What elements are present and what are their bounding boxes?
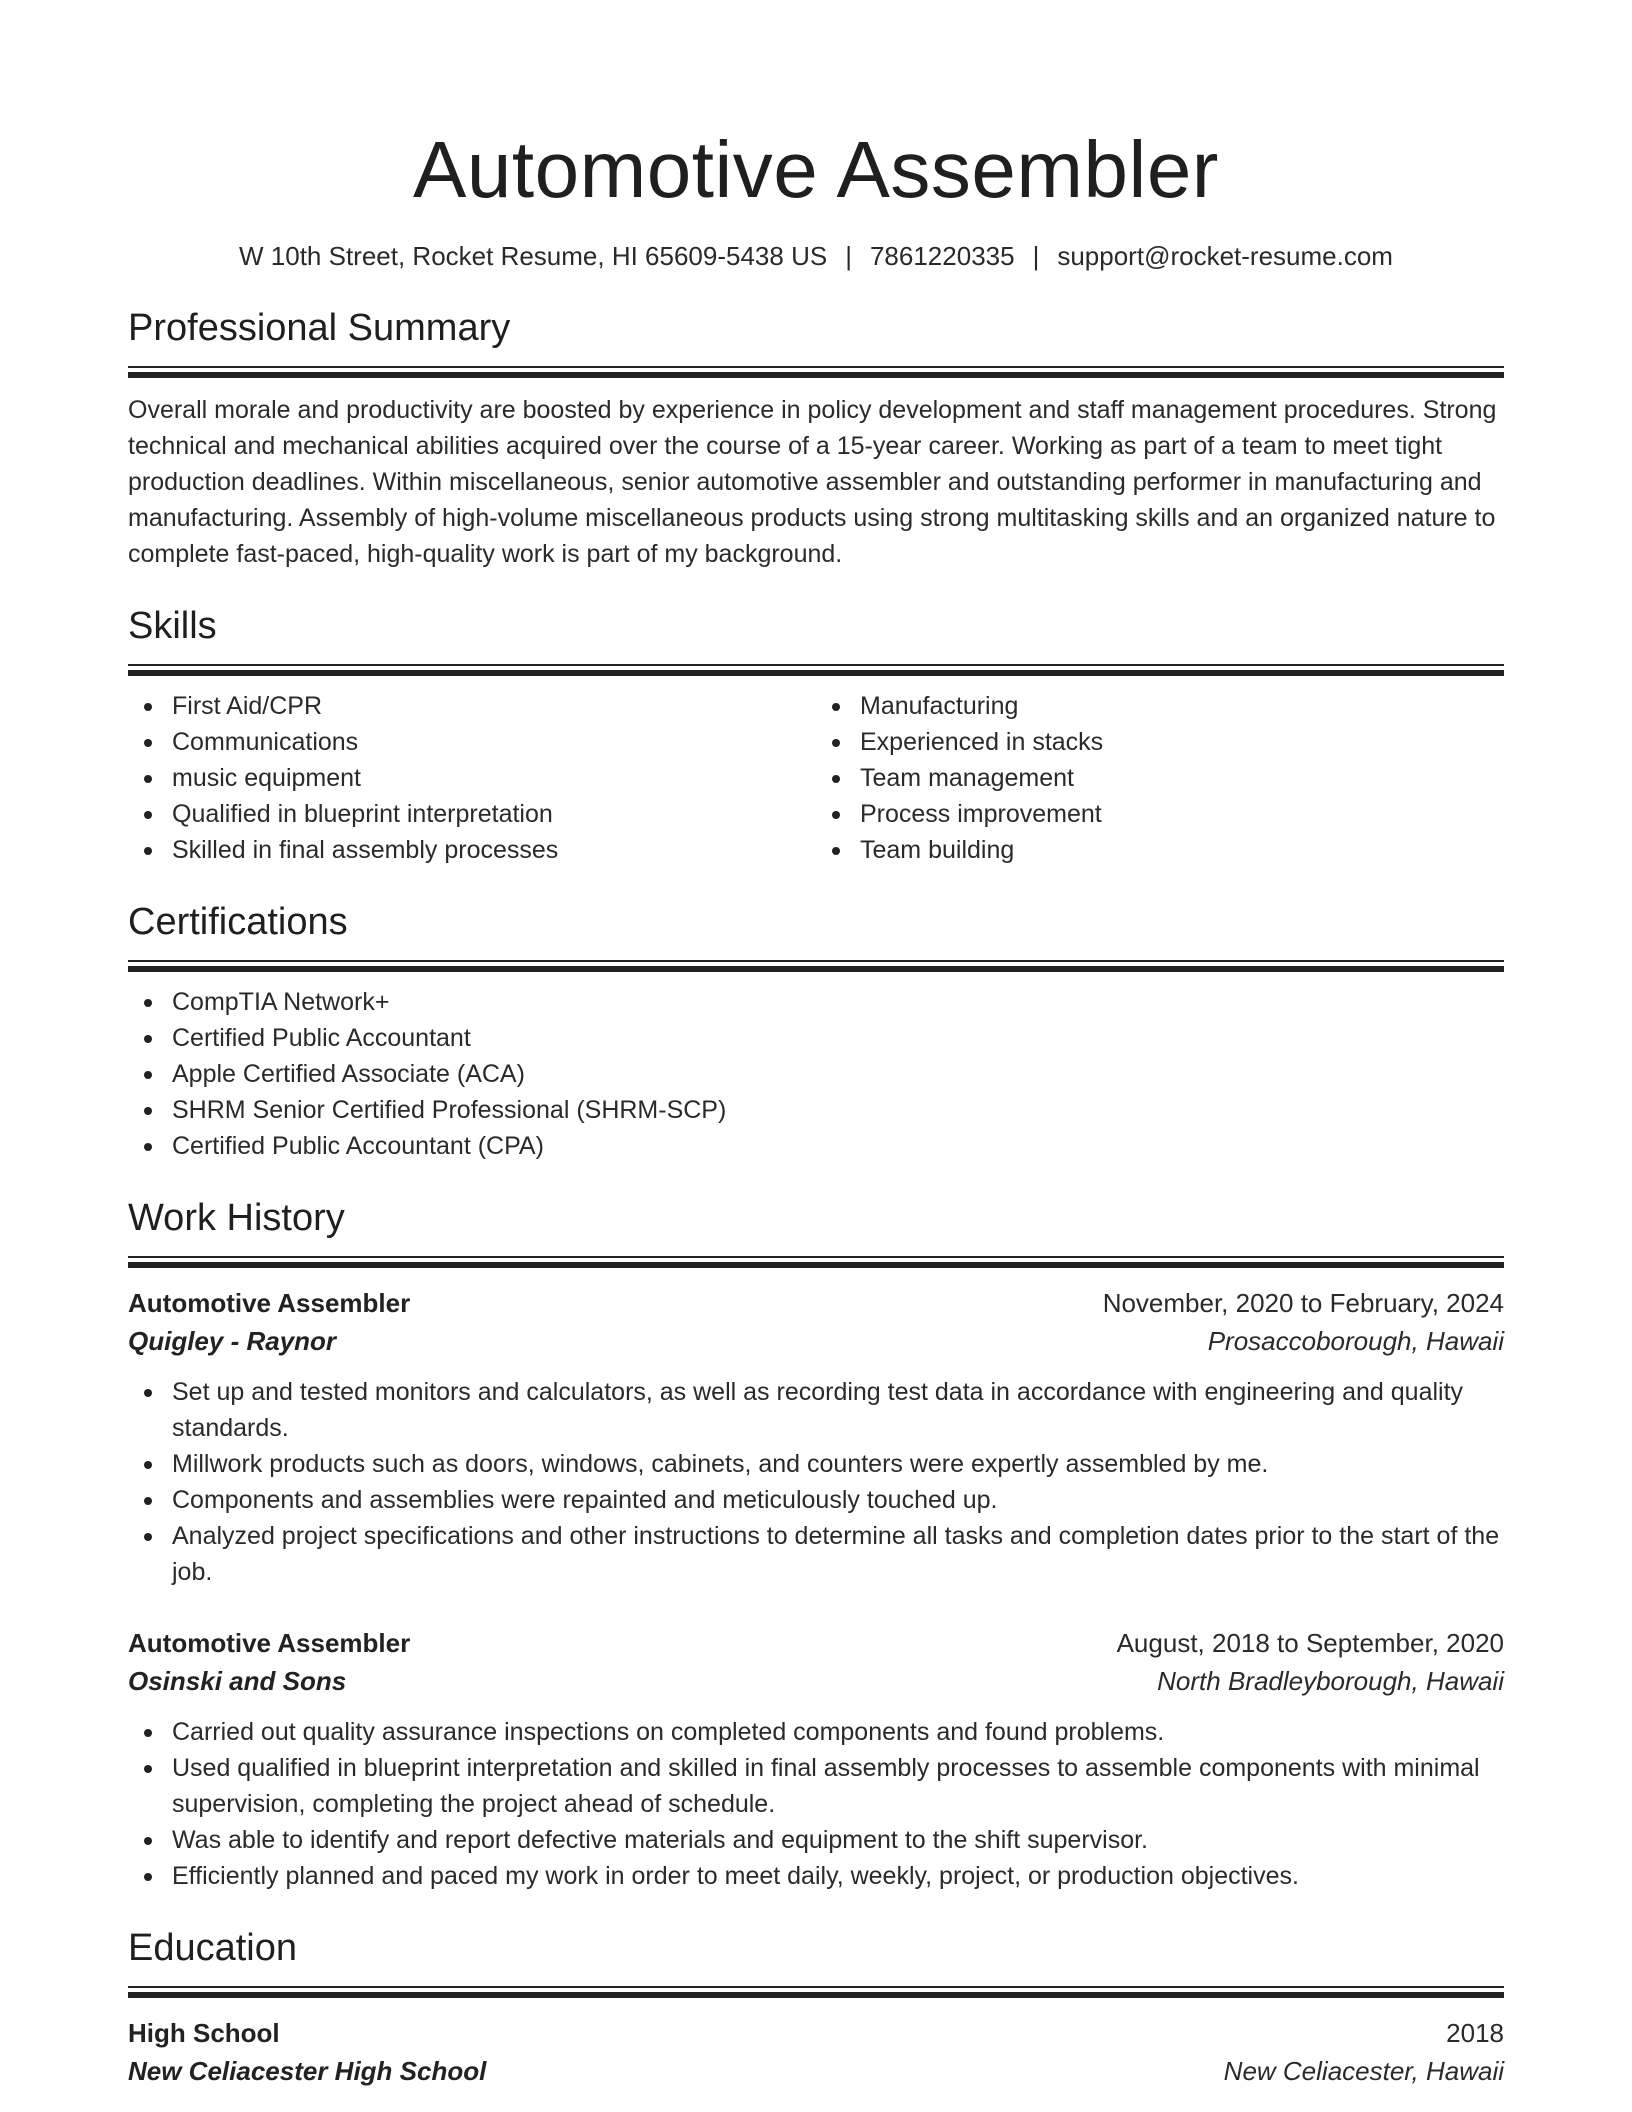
contact-email: support@rocket-resume.com	[1057, 241, 1393, 271]
job-bullet: Efficiently planned and paced my work in order to meet daily, weekly, project, or production objectives.	[128, 1858, 1504, 1894]
contact-separator: |	[845, 241, 852, 271]
job-company: Quigley - Raynor	[128, 1326, 337, 1356]
job-header-row	[128, 1624, 1504, 1662]
section-title-certifications: Certifications	[128, 901, 348, 943]
job-location: North Bradleyborough, Hawaii	[1157, 1666, 1504, 1696]
skills-list-right	[816, 688, 1504, 868]
section-divider	[128, 1256, 1504, 1268]
education-year: 2018	[1446, 2018, 1504, 2048]
job-company-row	[128, 1662, 1504, 1700]
certification-item: Certified Public Accountant	[128, 1020, 1504, 1056]
job-title: Automotive Assembler	[128, 1288, 411, 1318]
education-degree: High School	[128, 2018, 280, 2048]
section-title-education: Education	[128, 1927, 298, 1969]
work-history-section	[128, 1194, 1504, 1894]
certification-item: SHRM Senior Certified Professional (SHRM-SCP)	[128, 1092, 1504, 1128]
job-header-row	[128, 1284, 1504, 1322]
skill-item: Qualified in blueprint interpretation	[128, 796, 816, 832]
section-divider	[128, 366, 1504, 378]
job-title: Automotive Assembler	[128, 1628, 411, 1658]
job-bullet: Millwork products such as doors, windows, cabinets, and counters were expertly assembled by me.	[128, 1446, 1504, 1482]
skill-item: Team management	[816, 760, 1504, 796]
job-bullets	[128, 1714, 1504, 1894]
job-company-row	[128, 1322, 1504, 1360]
job-dates: November, 2020 to February, 2024	[1102, 1288, 1504, 1318]
job-entry	[128, 1284, 1504, 1590]
skill-item: Communications	[128, 724, 816, 760]
contact-address: W 10th Street, Rocket Resume, HI 65609-5438 US	[239, 241, 828, 271]
education-school: New Celiacester High School	[128, 2056, 487, 2086]
certifications-list	[128, 984, 1504, 1164]
skills-columns	[128, 688, 1504, 868]
section-title-summary: Professional Summary	[128, 307, 511, 349]
skill-item: Process improvement	[816, 796, 1504, 832]
skill-item: Manufacturing	[816, 688, 1504, 724]
skills-list-left	[128, 688, 816, 868]
certification-item: CompTIA Network+	[128, 984, 1504, 1020]
job-bullet: Analyzed project specifications and other instructions to determine all tasks and completion dates prior to the start of the job.	[128, 1518, 1504, 1590]
contact-separator: |	[1032, 241, 1040, 271]
education-school-row	[128, 2052, 1504, 2090]
job-bullet: Used qualified in blueprint interpretation and skilled in final assembly processes to assemble components with minimal supervision, completing the project ahead of schedule.	[128, 1750, 1504, 1822]
skills-section	[128, 602, 1504, 868]
section-title-skills: Skills	[128, 605, 217, 647]
contact-line	[128, 238, 1504, 274]
skill-item: music equipment	[128, 760, 816, 796]
section-title-work-history: Work History	[128, 1197, 345, 1239]
skill-item: Experienced in stacks	[816, 724, 1504, 760]
job-entry	[128, 1624, 1504, 1894]
education-entry	[128, 2014, 1504, 2090]
skill-item: Skilled in final assembly processes	[128, 832, 816, 868]
job-bullet: Components and assemblies were repainted and meticulously touched up.	[128, 1482, 1504, 1518]
education-header-row	[128, 2014, 1504, 2052]
job-bullet: Carried out quality assurance inspections on completed components and found problems.	[128, 1714, 1504, 1750]
certification-item: Apple Certified Associate (ACA)	[128, 1056, 1504, 1092]
job-company: Osinski and Sons	[128, 1666, 347, 1696]
certification-item: Certified Public Accountant (CPA)	[128, 1128, 1504, 1164]
resume-page	[128, 120, 1504, 2090]
section-divider	[128, 1986, 1504, 1998]
job-bullet: Was able to identify and report defective materials and equipment to the shift supervisor.	[128, 1822, 1504, 1858]
section-divider	[128, 960, 1504, 972]
job-bullet: Set up and tested monitors and calculators, as well as recording test data in accordance with engineering and quality standards.	[128, 1374, 1504, 1446]
certifications-section	[128, 898, 1504, 1164]
job-location: Prosaccoborough, Hawaii	[1207, 1326, 1504, 1356]
summary-section	[128, 304, 1504, 572]
job-bullets	[128, 1374, 1504, 1590]
job-dates: August, 2018 to September, 2020	[1116, 1628, 1504, 1658]
summary-text: Overall morale and productivity are boosted by experience in policy development and staff management procedures. Strong technical and mechanical abilities acquired over the course of a 15-year career. Working as part of a team to meet tight production deadlines. Within miscellaneous, senior automotive assembler and outstanding performer in manufacturing and manufacturing. Assembly of high-volume miscellaneous products using strong multitasking skills and an organized nature to complete fast-paced, high-quality work is part of my background.	[128, 396, 1497, 568]
resume-name: Automotive Assembler	[413, 125, 1219, 214]
section-divider	[128, 664, 1504, 676]
education-location: New Celiacester, Hawaii	[1223, 2056, 1504, 2086]
skill-item: Team building	[816, 832, 1504, 868]
contact-phone: 7861220335	[869, 241, 1015, 271]
skill-item: First Aid/CPR	[128, 688, 816, 724]
education-section	[128, 1924, 1504, 2090]
